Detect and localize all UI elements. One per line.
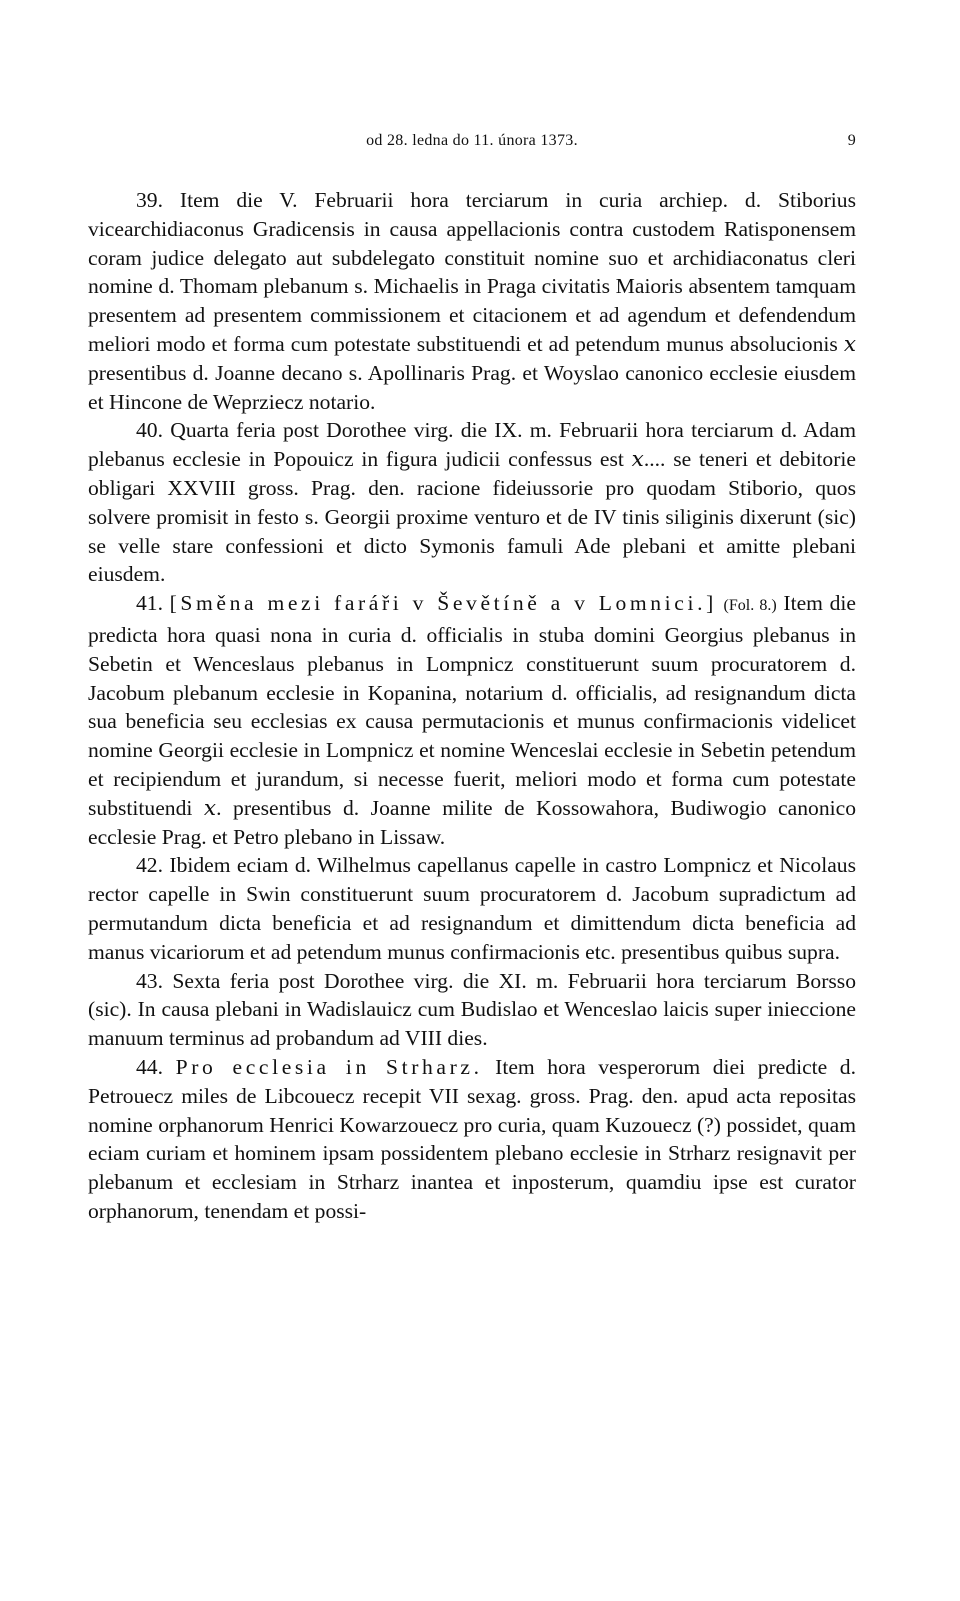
entry-text: Ibidem eciam d. Wilhelmus capellanus capelle in castro Lompnicz et Nicolaus rector capelle in Swin constituerunt suum procuratorem d. Jacobum supradictum ad permutandum dicta beneficia et ad resignandum et dimittendum dicta beneficia ad manus vicariorum et ad petendum munus confirmacionis etc. presentibus quibus supra.	[88, 853, 856, 964]
page-number: 9	[847, 132, 856, 149]
entry-44	[88, 1053, 856, 1226]
document-page	[88, 128, 856, 1568]
entry-text: Item die V. Februarii hora terciarum in curia archiep. d. Stiborius vicearchidiaconus Gradicensis in causa appellacionis contra custodem Ratisponensem coram judice delegato aut subdelegato constituit nomine suo et archidiaconatus cleri nomine d. Thomam plebanum s. Michaelis in Praga civitatis Maioris absentem tamquam presentem ad presentem commissionem et citacionem et ad agendum et defendendum meliori modo et forma cum potestate substituendi et ad petendum munus absolucionis 𝑥 presentibus d. Joanne decano s. Apollinaris Prag. et Woyslao canonico ecclesie eiusdem et Hincone de Weprziecz notario.	[88, 188, 856, 414]
entry-heading: [Směna mezi faráři v Ševětíně a v Lomnici.]	[169, 591, 717, 616]
entry-number: 39.	[136, 188, 163, 212]
running-header	[88, 128, 856, 164]
entry-43	[88, 967, 856, 1053]
entry-39	[88, 186, 856, 416]
entry-number: 42.	[136, 853, 163, 878]
entry-42	[88, 851, 856, 966]
folio-marker: (Fol. 8.)	[723, 597, 777, 615]
entry-41	[88, 589, 856, 851]
entry-heading: Pro ecclesia in Strharz.	[175, 1054, 483, 1079]
running-title: od 28. ledna do 11. února 1373.	[366, 132, 578, 149]
entry-40	[88, 416, 856, 589]
entry-number: 41.	[136, 591, 163, 616]
entry-text: Quarta feria post Dorothee virg. die IX. m. Februarii hora terciarum d. Adam plebanus ecclesie in Popouicz in figura judicii confessus est 𝑥.... se teneri et debitorie obligari XXVIII gross. Prag. den. racione fideiussorie pro quodam Stiborio, quos solvere promisit in festo s. Georgii proxime venturo et de IV tinis siliginis dixerunt (sic) se velle stare confessioni et dicto Symonis famuli Ade plebani et amitte plebani eiusdem.	[88, 418, 856, 587]
entry-number: 40.	[136, 418, 163, 443]
entry-number: 43.	[136, 968, 163, 993]
entry-number: 44.	[136, 1054, 163, 1079]
entry-text: Item hora vesperorum diei predicte d. Petrouecz miles de Libcouecz recepit VII sexag. gross. Prag. den. apud acta repositas nomine orphanorum Henrici Kowarzouecz pro curia, quam Kuzouecz (?) possidet, quam eciam curiam et hominem ipsam possidentem plebano ecclesie in Strharz resignavit per plebanum et ecclesiam in Strharz inantea et inposterum, quamdiu ipse est curator orphanorum, tenendam et possi-	[88, 1054, 857, 1223]
document-body	[88, 186, 856, 1226]
entry-text: Item die predicta hora quasi nona in curia d. officialis in stuba domini Georgius plebanus in Sebetin et Wenceslaus plebanus in Lompnicz constituerunt suum procuratorem d. Jacobum plebanum ecclesie in Kopanina, notarium d. officialis, ad resignandum dicta sua beneficia seu ecclesias ex causa permutacionis et munus confirmacionis videlicet nomine Georgii ecclesie in Lompnicz et nomine Wenceslai ecclesie in Sebetin petendum et recipiendum et jurandum, si necesse fuerit, meliori modo et forma cum potestate substituendi 𝑥. presentibus d. Joanne milite de Kossowahora, Budiwogio canonico ecclesie Prag. et Petro plebano in Lissaw.	[88, 591, 856, 849]
entry-text: Sexta feria post Dorothee virg. die XI. m. Februarii hora terciarum Borsso (sic). In causa plebani in Wadislauicz cum Budislao et Wenceslao laicis super inieccione manuum terminus ad probandum ad VIII dies.	[88, 968, 857, 1051]
